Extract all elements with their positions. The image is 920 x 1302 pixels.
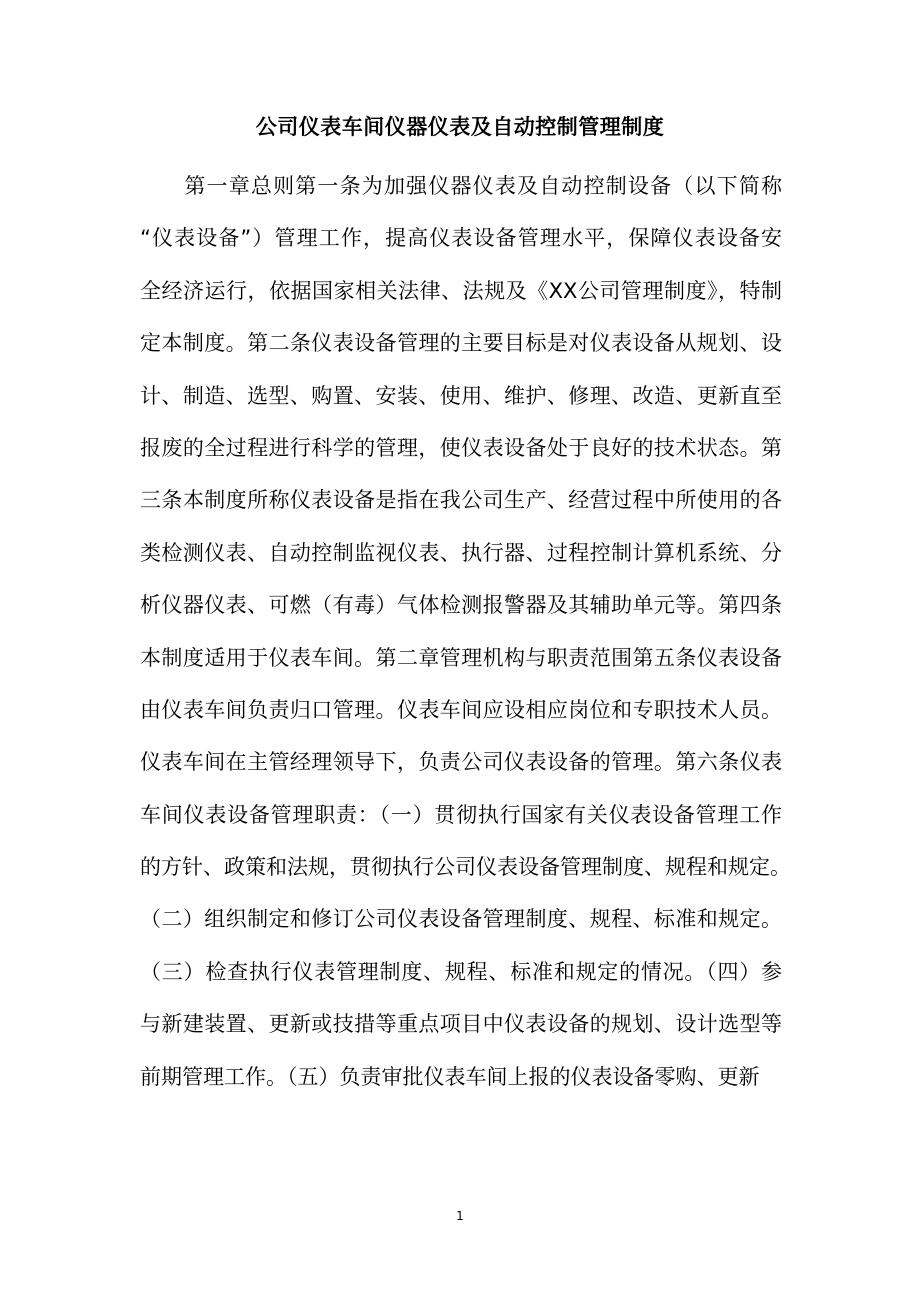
document-title: 公司仪表车间仪器仪表及自动控制管理制度	[255, 115, 665, 139]
text-line: “仪表设备”）管理工作，提高仪表设备管理水平，保障仪表设备安	[140, 226, 782, 251]
text-line: （二）组织制定和修订公司仪表设备管理制度、规程、标准和规定。	[140, 907, 782, 932]
text-line: 与新建装置、更新或技措等重点项目中仪表设备的规划、设计选型等	[140, 1012, 782, 1037]
text-line: 计、制造、选型、购置、安装、使用、维护、修理、改造、更新直至	[140, 383, 782, 408]
text-line: 车间仪表设备管理职责：（一）贯彻执行国家有关仪表设备管理工作	[140, 802, 782, 827]
text-line: 的方针、政策和法规，贯彻执行公司仪表设备管理制度、规程和规定。	[140, 855, 791, 880]
text-line: （三）检查执行仪表管理制度、规程、标准和规定的情况。（四）参	[140, 959, 782, 984]
text-line: 第一章总则第一条为加强仪器仪表及自动控制设备（以下简称	[140, 174, 782, 198]
text-line: 析仪器仪表、可燃（有毒）气体检测报警器及其辅助单元等。第四条	[140, 593, 782, 618]
text-line: 仪表车间在主管经理领导下，负责公司仪表设备的管理。第六条仪表	[140, 750, 782, 775]
text-line: 前期管理工作。（五）负责审批仪表车间上报的仪表设备零购、更新	[140, 1064, 760, 1089]
text-line: 由仪表车间负责归口管理。仪表车间应设相应岗位和专职技术人员。	[140, 697, 782, 722]
page-number: 1	[456, 1209, 464, 1223]
text-line: 定本制度。第二条仪表设备管理的主要目标是对仪表设备从规划、设	[140, 331, 782, 356]
text-line: 全经济运行，依据国家相关法律、法规及《XX公司管理制度》，特制	[140, 278, 782, 303]
text-line: 类检测仪表、自动控制监视仪表、执行器、过程控制计算机系统、分	[140, 540, 782, 565]
text-line: 三条本制度所称仪表设备是指在我公司生产、经营过程中所使用的各	[140, 488, 782, 513]
body-text	[140, 160, 791, 1103]
text-line: 本制度适用于仪表车间。第二章管理机构与职责范围第五条仪表设备	[140, 645, 782, 670]
text-line: 报废的全过程进行科学的管理，使仪表设备处于良好的技术状态。第	[140, 435, 782, 460]
